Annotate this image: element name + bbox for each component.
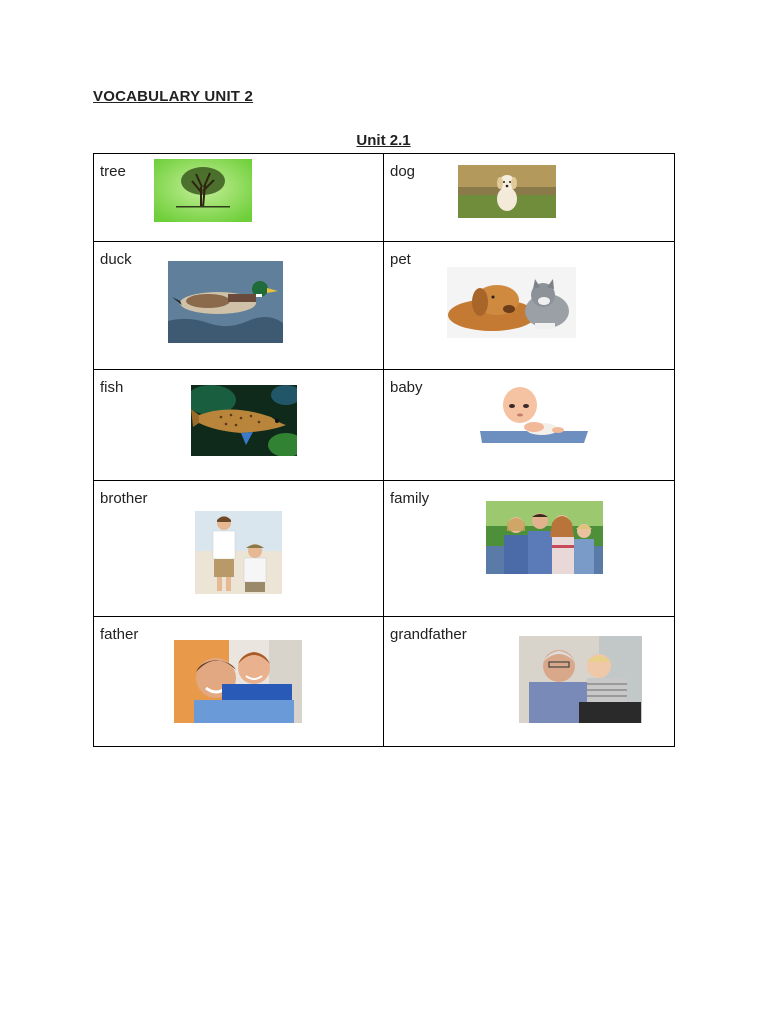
two-brothers-picture xyxy=(195,511,282,594)
vocab-word: dog xyxy=(390,163,416,180)
father-and-son-picture xyxy=(174,640,302,723)
table-row xyxy=(94,370,675,481)
vocab-word: family xyxy=(390,490,430,507)
vocabulary-table xyxy=(93,153,675,747)
table-row xyxy=(94,154,675,242)
vocab-word: grandfather xyxy=(390,626,467,643)
vocab-word: tree xyxy=(100,163,126,180)
vocab-cell-duck xyxy=(94,242,384,370)
cartoon-baby-picture xyxy=(480,385,588,443)
vocab-cell-tree xyxy=(94,154,384,242)
vocab-word: fish xyxy=(100,379,124,396)
vocab-word: baby xyxy=(390,379,423,396)
vocab-cell-family xyxy=(384,481,675,617)
vocab-word: brother xyxy=(100,490,148,507)
vocab-cell-dog xyxy=(384,154,675,242)
table-row xyxy=(94,242,675,370)
vocab-cell-grandfather xyxy=(384,617,675,747)
tree-picture xyxy=(154,159,252,222)
puppy-on-grass-picture xyxy=(458,165,556,218)
mallard-duck-picture xyxy=(168,261,283,343)
vocab-cell-brother xyxy=(94,481,384,617)
dog-and-cat-picture xyxy=(447,267,576,338)
vocab-word: father xyxy=(100,626,139,643)
vocab-cell-fish xyxy=(94,370,384,481)
vocab-cell-baby xyxy=(384,370,675,481)
table-row xyxy=(94,481,675,617)
unit-heading: Unit 2.1 xyxy=(356,132,411,149)
grandfather-and-child-picture xyxy=(519,636,642,723)
table-row xyxy=(94,617,675,747)
fish-picture xyxy=(191,385,297,456)
document-title: VOCABULARY UNIT 2 xyxy=(93,88,254,105)
vocab-cell-father xyxy=(94,617,384,747)
vocab-word: duck xyxy=(100,251,132,268)
vocab-word: pet xyxy=(390,251,411,268)
vocab-cell-pet xyxy=(384,242,675,370)
family-photo-picture xyxy=(486,501,603,574)
